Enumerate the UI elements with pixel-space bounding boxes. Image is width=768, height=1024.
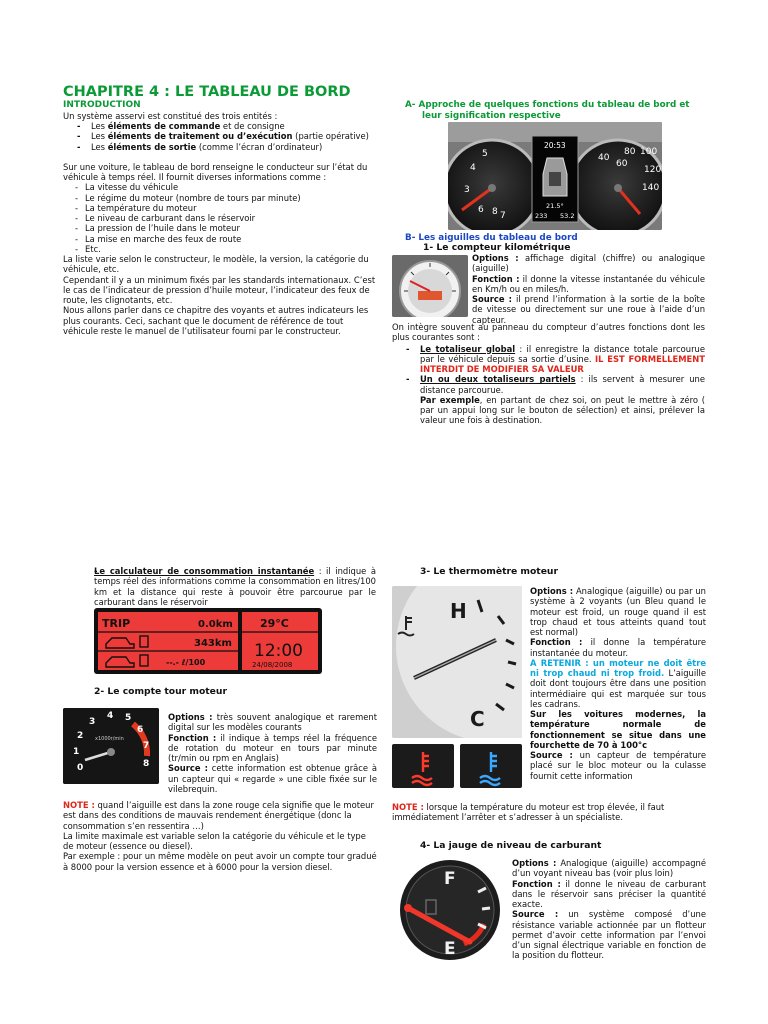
tachy-notes (63, 800, 378, 872)
trip-label: TRIP (102, 617, 131, 630)
speedo-tick: 40 (598, 153, 610, 163)
list-item: - Les éléments de commande et de consigne (63, 121, 381, 131)
gauge-hot-label: H (450, 599, 467, 623)
temperature-gauge-svg (392, 586, 522, 738)
list-item: - Le calculateur de consommation instantanée : il indique à temps réel des informations comme la consommation en litres/100 km et la distance qui reste à pouvoir être parcourue par le carburant dans le réservoir (80, 566, 376, 607)
speedo-tick: 120 (644, 165, 662, 175)
fuel-gauge-image (398, 858, 502, 962)
intro-p2: Sur une voiture, le tableau de bord renseigne le conducteur sur l’état du véhicule à temps réel. Il fournit diverses informations comme : (63, 161, 368, 183)
tach-tick: 2 (77, 731, 84, 741)
tach-tick: 1 (73, 747, 80, 757)
cluster-odo-left: 233 (535, 212, 548, 220)
tacho-tick: 4 (470, 163, 476, 173)
consumption-value: --.- ℓ/100 (166, 658, 206, 667)
odometer-fonction: Fonction : il donne la vitesse instantanée du véhicule en Km/h ou en miles/h. (472, 273, 705, 294)
coolant-cold-light (460, 744, 522, 788)
odometer-source: Source : il prend l’information à la sortie de la boîte de vitesse ou directement sur une roue à l’aide d’un capteur. (472, 294, 705, 325)
thermo-fonction: Fonction : il donne la température instantanée du moteur. (530, 637, 706, 658)
trip-computer-display (94, 608, 322, 674)
intro-p1: Un système asservi est constitué des trois entités : (63, 110, 278, 121)
tach-tick: 5 (125, 713, 132, 723)
cluster-clock: 20:53 (544, 141, 566, 150)
tachy-text (168, 712, 377, 794)
tacho-tick: 6 (478, 205, 484, 215)
clock-value: 12:00 (254, 641, 303, 661)
speedo-tick: 100 (640, 147, 658, 157)
entity-list (63, 121, 381, 152)
tacho-tick: 8 (492, 207, 498, 217)
thermo-options: Options : Analogique (aiguille) ou par un système à 2 voyants (un Bleu quand le moteur est froid, un rouge quand il est trop chaud et tous atteints quand tout est normal) (530, 586, 706, 637)
tach-tick: 7 (143, 741, 150, 751)
list-item: - Les éléments de sortie (comme l’écran d’ordinateur) (63, 142, 381, 152)
info-list (63, 182, 381, 254)
fuel-empty-label: E (444, 939, 456, 959)
thermo-source: Source : un capteur de température placé sur le bloc moteur ou la culasse fournit cette information (530, 750, 706, 781)
list-item: - La pression de l’huile dans le moteur (63, 223, 381, 233)
trip-computer-svg (94, 608, 322, 674)
fuel-full-label: F (444, 869, 456, 889)
instrument-cluster-image (448, 122, 662, 230)
trip-value: 0.0km (198, 619, 233, 630)
tach-tick: 4 (107, 711, 114, 721)
list-item: - Le régime du moteur (nombre de tours par minute) (63, 193, 381, 203)
list-item: - La mise en marche des feux de route (63, 234, 381, 244)
list-item: - La température du moteur (63, 203, 381, 213)
tacho-tick: 3 (464, 185, 470, 195)
tach-tick: 8 (143, 759, 150, 769)
calc-text (80, 566, 376, 607)
instrument-cluster-svg (448, 122, 662, 230)
tachy-note: NOTE : quand l’aiguille est dans la zone rouge cela signifie que le moteur est dans des conditions de mauvais rendement énergétique (donc la consommation s’en ressentira …) (63, 800, 374, 831)
gauge-cold-label: C (470, 707, 485, 731)
totaliseur-list (392, 344, 705, 395)
odometer-text (472, 253, 705, 325)
speedometer-image (392, 255, 468, 317)
section-b-title: B- Les aiguilles du tableau de bord (405, 233, 578, 243)
fuel-source: Source : un système composé d’une résistance variable actionnée par un flotteur permet d’avoir cette information par l’envoi d’un signal électrique variable en fonction de la position du flotteur. (512, 909, 706, 961)
tach-scale-label: x1000r/min (95, 736, 124, 742)
coolant-hot-light (392, 744, 454, 788)
list-item: - La vitesse du véhicule (63, 182, 381, 192)
cluster-odo-right: 53.2 (560, 212, 575, 220)
fuel-gauge-svg (398, 858, 502, 962)
cluster-temp: 21.5° (546, 202, 564, 210)
thermo-title: 3- Le thermomètre moteur (420, 566, 559, 577)
odometer-options: Options : affichage digital (chiffre) ou analogique (aiguille) (472, 253, 705, 274)
intro-p4: Cependant il y a un minimum fixés par les standards internationaux. C’est le cas de l’indicateur de pression d’huile moteur, l’indicateur des feux de route, les clignotants, etc. (63, 274, 376, 306)
tachy-options: Options : très souvent analogique et rarement digital sur les modèles courants (168, 712, 377, 733)
section-a-title: A- Approche de quelques fonctions du tableau de bord et leur signification respective (405, 100, 690, 121)
speedo-tick: 80 (624, 147, 636, 157)
intro-section (63, 100, 381, 336)
thermo-modern: Sur les voitures modernes, la température normale de fonctionnement se situe dans une fourchette de 70 à 100°c (530, 709, 706, 750)
tachy-p3: Par exemple : pour un même modèle on peut avoir un compte tour gradué à 8000 pour la version essence et à 6000 pour la version diesel. (63, 851, 377, 872)
thermo-note: NOTE : lorsque la température du moteur est trop élevée, il faut immédiatement l’arrêter et s’adresser à un spécialiste. (392, 802, 665, 823)
intro-p3: La liste varie selon le constructeur, le modèle, la version, la catégorie du véhicule, etc. (63, 254, 369, 275)
tach-tick: 6 (137, 725, 144, 735)
fuel-options: Options : Analogique (aiguille) accompagné d’un voyant niveau bas (voir plus loin) (512, 858, 706, 879)
speedo-tick: 140 (642, 183, 660, 193)
tachometer-svg (63, 708, 159, 784)
date-value: 24/08/2008 (252, 661, 293, 669)
fuel-title: 4- La jauge de niveau de carburant (420, 840, 602, 851)
fuel-fonction: Fonction : il donne le niveau de carburant dans le réservoir sans préciser la quantité exacte. (512, 878, 706, 909)
tacho-tick: 7 (500, 211, 506, 221)
list-item: - Le niveau de carburant dans le réservoir (63, 213, 381, 223)
temperature-gauge-image (392, 586, 522, 738)
outside-temp: 29°C (260, 617, 289, 630)
tacho-tick: 5 (482, 149, 488, 159)
tachy-fonction: Fonction : il indique à temps réel la fréquence de rotation du moteur en tours par minute (tr/min ou rpm en Anglais) (168, 732, 377, 763)
odometer-extras (392, 322, 705, 426)
tachy-title: 2- Le compte tour moteur (94, 686, 227, 697)
tach-tick: 0 (77, 763, 84, 773)
list-item: - Le totaliseur global : il enregistre la distance totale parcourue par le véhicule depuis sa sortie d’usine. IL EST FORMELLEMENT INTERDIT DE MODIFIER SA VALEUR (392, 344, 705, 375)
exemple-text: Par exemple, en partant de chez soi, on peut le mettre à zéro ( par un appui long sur le bouton de sélection) et ainsi, prélever la valeur une fois à destination. (420, 394, 706, 426)
list-item: - Les éléments de traitement ou d’exécution (partie opérative) (63, 131, 381, 141)
range-value: 343km (194, 638, 232, 649)
fuel-text (512, 858, 706, 961)
tachy-p2: La limite maximale est variable selon la catégorie du véhicule et le type de moteur (essence ou diesel). (63, 830, 366, 851)
integre-text: On intègre souvent au panneau du compteur d’autres fonctions dont les plus courantes sont : (392, 322, 705, 343)
thermo-text (530, 586, 706, 781)
speedo-tick: 60 (616, 159, 628, 169)
chapter-title: CHAPITRE 4 : LE TABLEAU DE BORD (63, 84, 351, 100)
thermo-retenir: A RETENIR : un moteur ne doit être ni trop chaud ni trop froid. L’aiguille doit dont toujours être dans une position intermédiaire qui est marquée sur tous les cadrans. (530, 657, 706, 709)
tachometer-image (63, 708, 159, 784)
list-item: - Un ou deux totaliseurs partiels : ils servent à mesurer une distance parcourue. (392, 374, 705, 395)
odometer-title: 1- Le compteur kilométrique (423, 242, 571, 253)
list-item: - Etc. (63, 244, 381, 254)
tachy-source: Source : cette information est obtenue grâce à un capteur qui « regarde » une cible fixée sur le vilebrequin. (168, 763, 377, 794)
intro-p5: Nous allons parler dans ce chapitre des voyants et autres indicateurs les plus courants. Ceci, sachant que le document de référence de tout véhicule reste le manuel de l’utilisateur fourni par le constructeur. (63, 305, 369, 336)
intro-heading: INTRODUCTION (63, 100, 141, 110)
speedometer-svg (392, 255, 468, 317)
tach-tick: 3 (89, 717, 96, 727)
